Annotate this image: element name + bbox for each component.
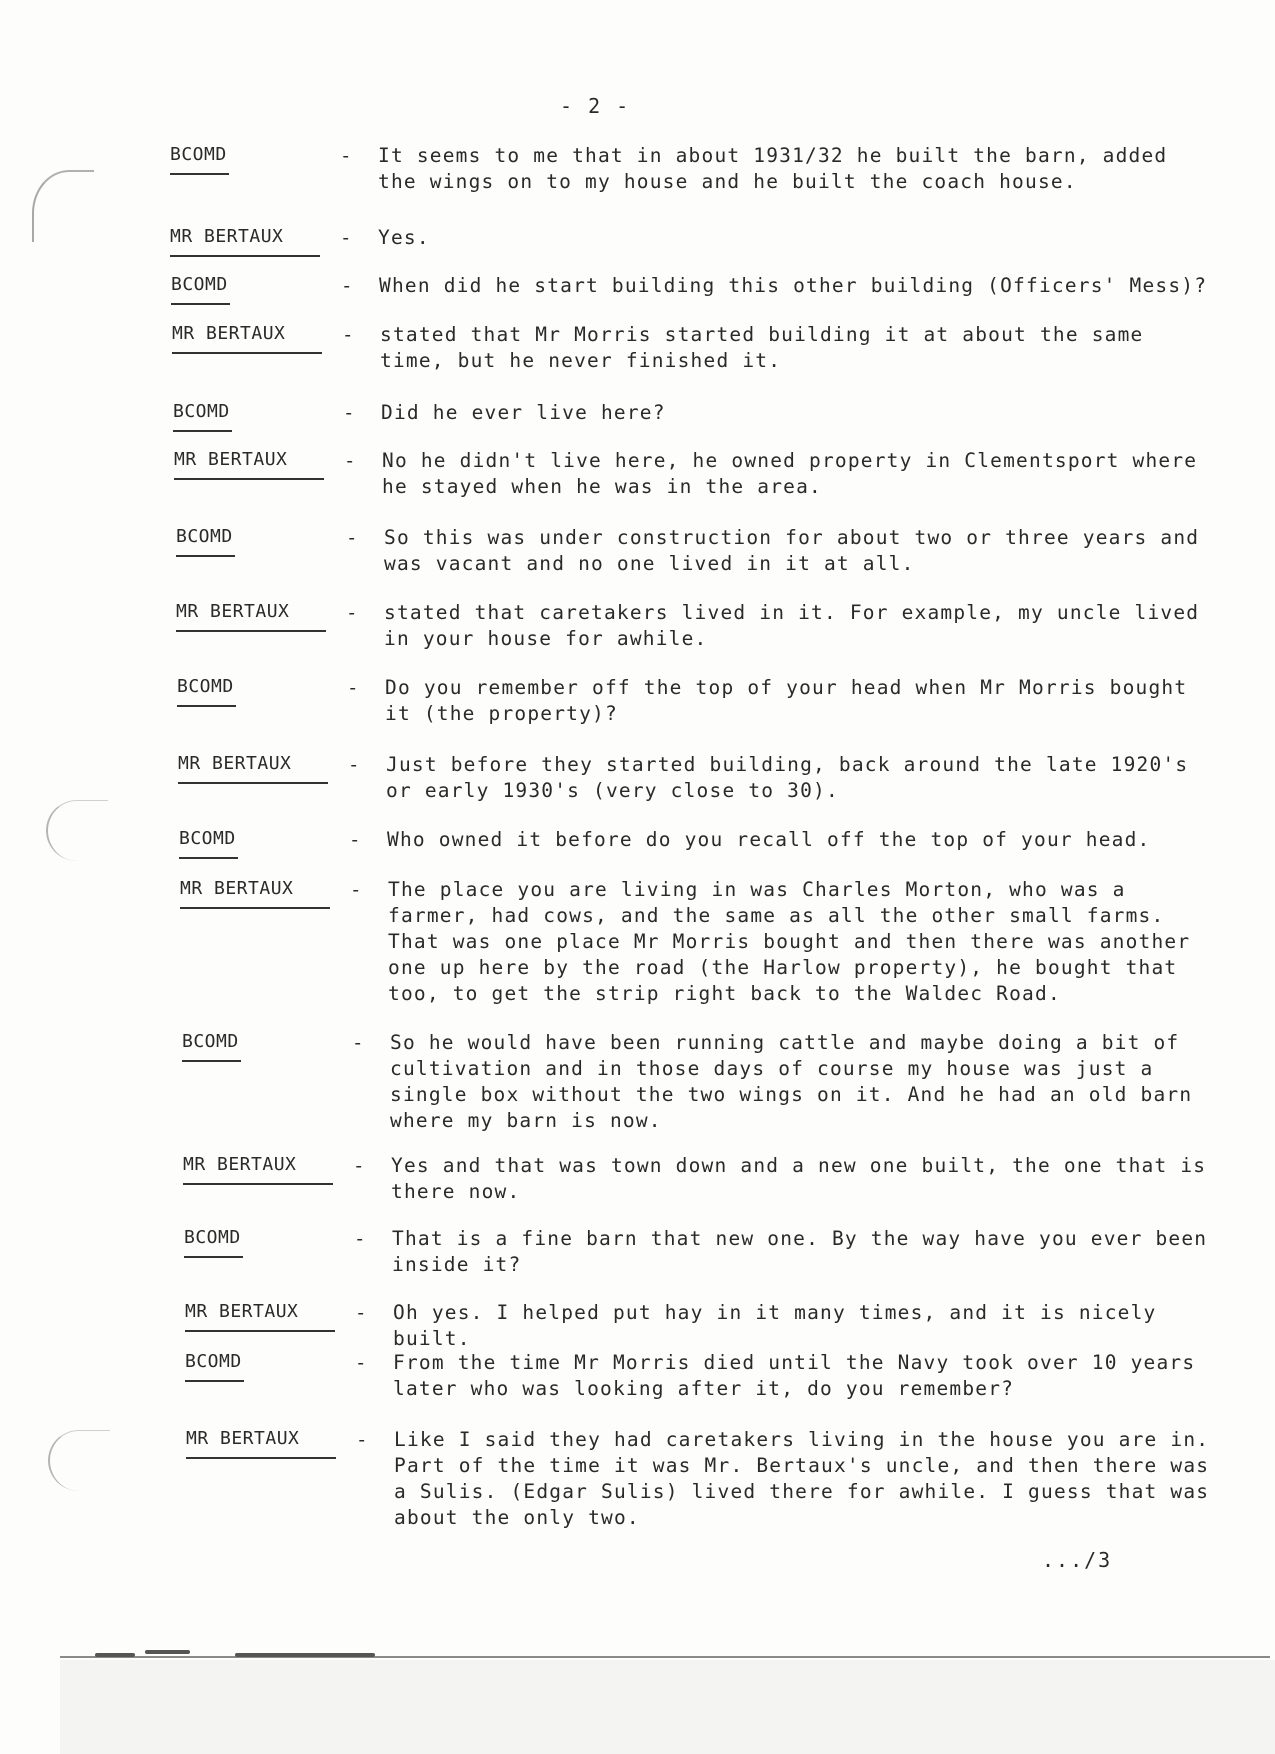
speaker-label: MR BERTAUX	[185, 1300, 335, 1332]
utterance-text: Who owned it before do you recall off the top of your head.	[387, 828, 1151, 851]
dash-separator: -	[353, 1155, 365, 1177]
utterance-text: Do you remember off the top of your head when Mr Morris bought it (the property)?	[385, 676, 1188, 725]
dash-separator: -	[352, 1032, 364, 1054]
dash-separator: -	[340, 227, 352, 249]
utterance-text: So this was under construction for about two or three years and was vacant and no one lived in it at all.	[384, 526, 1200, 575]
dialogue-entry	[184, 1226, 1222, 1278]
speaker-label: BCOMD	[185, 1350, 244, 1382]
dialogue-entry	[176, 600, 1214, 652]
dialogue-entry	[185, 1300, 1223, 1352]
dash-separator: -	[343, 402, 355, 424]
utterance-text: stated that caretakers lived in it. For example, my uncle lived in your house for awhile.	[384, 601, 1200, 650]
speaker-label: MR BERTAUX	[186, 1427, 336, 1459]
dash-separator: -	[342, 324, 354, 346]
page-edge-tear	[235, 1653, 375, 1657]
punch-hole-top	[32, 170, 94, 242]
dialogue-entry	[185, 1350, 1223, 1402]
speaker-label: MR BERTAUX	[170, 225, 320, 257]
speaker-label: BCOMD	[177, 675, 236, 707]
punch-hole-bottom	[48, 1430, 110, 1491]
dialogue-entry	[186, 1427, 1224, 1531]
punch-hole-middle	[46, 800, 108, 861]
speaker-label: MR BERTAUX	[178, 752, 328, 784]
speaker-label: BCOMD	[176, 525, 235, 557]
dash-separator: -	[354, 1228, 366, 1250]
utterance-text: The place you are living in was Charles Morton, who was a farmer, had cows, and the same as all the other small farms. That was one place Mr Morris bought and then there was another one up here by the road (the Harlow property), he bought that too, to get the strip right back to the Waldec Road.	[388, 878, 1191, 1005]
dash-separator: -	[349, 829, 361, 851]
utterance-text: Just before they started building, back around the late 1920's or early 1930's (very close to 30).	[386, 753, 1189, 802]
utterance-text: Did he ever live here?	[381, 401, 666, 424]
dash-separator: -	[346, 527, 358, 549]
dialogue-entry	[170, 143, 1208, 195]
dash-separator: -	[355, 1302, 367, 1324]
utterance-text: Yes and that was town down and a new one built, the one that is there now.	[391, 1154, 1207, 1203]
dash-separator: -	[356, 1429, 368, 1451]
dash-separator: -	[346, 602, 358, 624]
utterance-text: From the time Mr Morris died until the Navy took over 10 years later who was looking after it, do you remember?	[393, 1351, 1196, 1400]
dialogue-entry	[180, 877, 1218, 1007]
dialogue-entry	[178, 752, 1216, 804]
utterance-text: It seems to me that in about 1931/32 he built the barn, added the wings on to my house and he built the coach house.	[378, 144, 1168, 193]
utterance-text: When did he start building this other building (Officers' Mess)?	[379, 274, 1208, 297]
speaker-label: MR BERTAUX	[183, 1153, 333, 1185]
speaker-label: MR BERTAUX	[174, 448, 324, 480]
dialogue-entry	[174, 448, 1212, 500]
continuation-marker: .../3	[1042, 1548, 1113, 1572]
utterance-text: Oh yes. I helped put hay in it many times, and it is nicely built.	[393, 1301, 1157, 1350]
dash-separator: -	[340, 145, 352, 167]
dialogue-entry	[173, 400, 1211, 432]
speaker-label: BCOMD	[173, 400, 232, 432]
dash-separator: -	[341, 275, 353, 297]
page-edge-tear	[145, 1650, 190, 1654]
dash-separator: -	[347, 677, 359, 699]
dialogue-entry	[183, 1153, 1221, 1205]
speaker-label: BCOMD	[170, 143, 229, 175]
speaker-label: BCOMD	[171, 273, 230, 305]
speaker-label: MR BERTAUX	[180, 877, 330, 909]
dash-separator: -	[350, 879, 362, 901]
utterance-text: No he didn't live here, he owned property in Clementsport where he stayed when he was in the area.	[382, 449, 1198, 498]
utterance-text: stated that Mr Morris started building it at about the same time, but he never finished it.	[380, 323, 1144, 372]
dialogue-entry	[182, 1030, 1220, 1134]
speaker-label: MR BERTAUX	[172, 322, 322, 354]
dialogue-entry	[177, 675, 1215, 727]
dialogue-entry	[171, 273, 1209, 305]
dash-separator: -	[355, 1352, 367, 1374]
dialogue-entry	[170, 225, 1208, 257]
speaker-label: BCOMD	[179, 827, 238, 859]
speaker-label: BCOMD	[184, 1226, 243, 1258]
page-edge-tear	[95, 1653, 135, 1657]
dialogue-entry	[176, 525, 1214, 577]
dash-separator: -	[344, 450, 356, 472]
speaker-label: BCOMD	[182, 1030, 241, 1062]
page-number: - 2 -	[560, 94, 631, 118]
scan-background	[60, 1660, 1275, 1754]
utterance-text: That is a fine barn that new one. By the way have you ever been inside it?	[392, 1227, 1208, 1276]
dialogue-entry	[172, 322, 1210, 374]
utterance-text: Yes.	[378, 226, 430, 249]
dialogue-entry	[179, 827, 1217, 859]
speaker-label: MR BERTAUX	[176, 600, 326, 632]
utterance-text: Like I said they had caretakers living in the house you are in. Part of the time it was Mr. Bertaux's uncle, and then there was a Sulis. (Edgar Sulis) lived there for awhile. I guess that was about the only two.	[394, 1428, 1210, 1529]
dash-separator: -	[348, 754, 360, 776]
utterance-text: So he would have been running cattle and maybe doing a bit of cultivation and in those days of course my house was just a single box without the two wings on it. And he had an old barn where my barn is now.	[390, 1031, 1193, 1132]
